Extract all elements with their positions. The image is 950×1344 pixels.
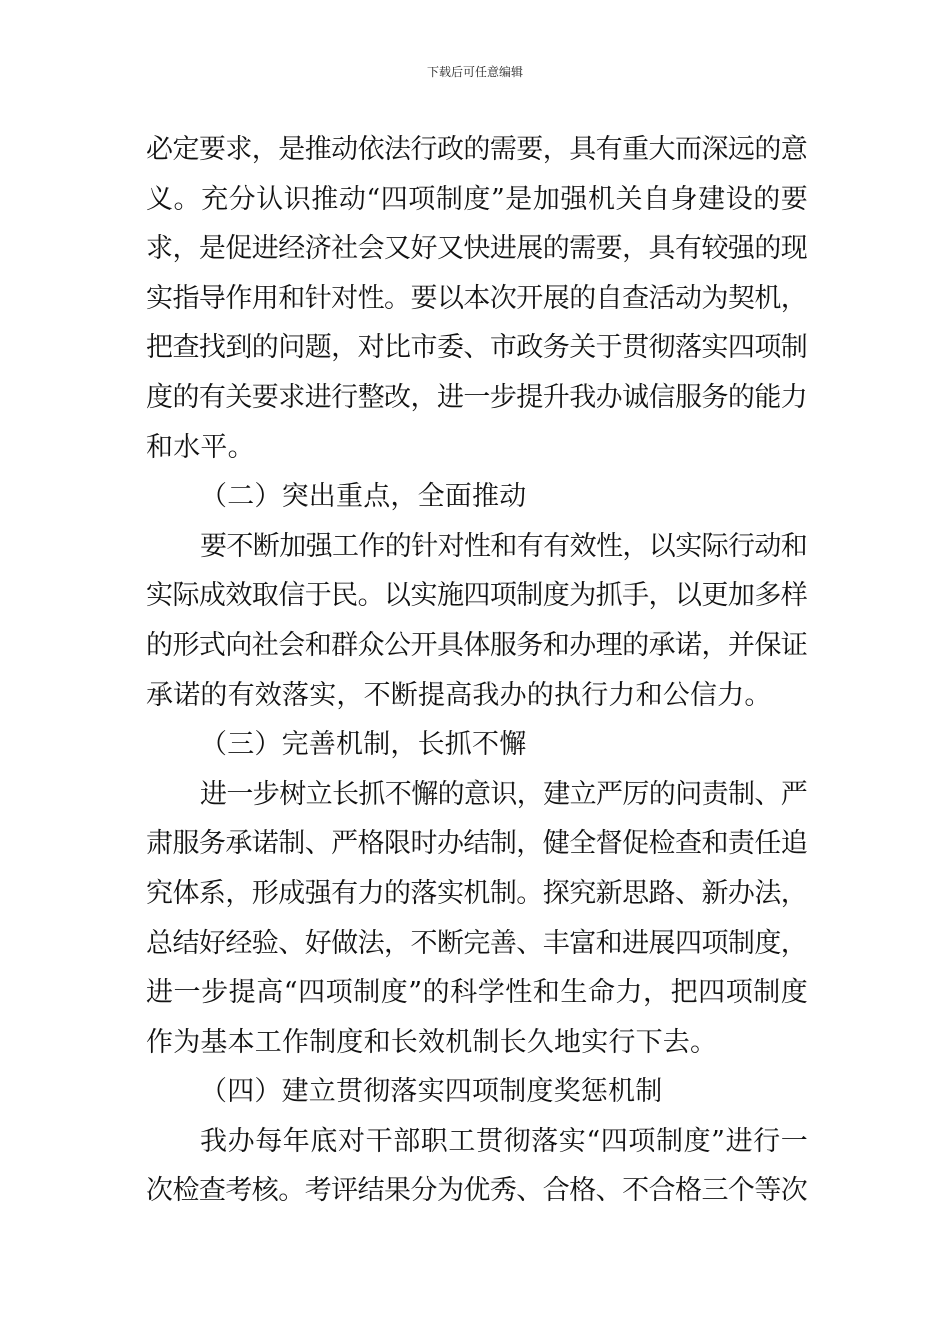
body-line: 进一步树立长抓不懈的意识，建立严厉的问责制、严 [200,778,808,810]
body-line: 和水平。 [146,431,255,463]
body-line: 我办每年底对干部职工贯彻落实“四项制度”进行一 [200,1125,809,1157]
body-line: 次检查考核。考评结果分为优秀、合格、不合格三个等次 [146,1175,808,1207]
body-line: 必定要求，是推动依法行政的需要，具有重大而深远的意 [146,134,808,165]
body-line: 要不断加强工作的针对性和有有效性，以实际行动和 [200,530,808,562]
body-line: 把查找到的问题，对比市委、市政务关于贯彻落实四项制 [146,332,808,364]
section-heading: （三）完善机制，长抓不懈 [200,729,527,761]
body-line: 总结好经验、好做法，不断完善、丰富和进展四项制度， [146,927,808,959]
body-line: 进一步提高“四项制度”的科学性和生命力，把四项制度 [146,977,809,1009]
section-heading: （二）突出重点，全面推动 [200,481,527,513]
body-line: 究体系，形成强有力的落实机制。探究新思路、新办法， [146,877,808,909]
body-line: 作为基本工作制度和长效机制长久地实行下去。 [146,1026,718,1058]
body-line: 承诺的有效落实，不断提高我办的执行力和公信力。 [146,679,772,711]
body-line: 实际成效取信于民。以实施四项制度为抓手，以更加多样 [146,580,808,612]
body-line: 义。充分认识推动“四项制度”是加强机关自身建设的要 [146,183,809,215]
body-line: 求，是促进经济社会又好又快进展的需要，具有较强的现 [146,233,808,265]
body-line: 的形式向社会和群众公开具体服务和办理的承诺，并保证 [146,629,808,661]
section-heading: （四）建立贯彻落实四项制度奖惩机制 [200,1076,663,1108]
page-header: 下载后可任意编辑 [426,65,523,79]
body-line: 度的有关要求进行整改，进一步提升我办诚信服务的能力 [146,381,808,413]
body-line: 肃服务承诺制、严格限时办结制，健全督促检查和责任追 [146,828,808,860]
document-body [146,125,808,1216]
body-line: 实指导作用和针对性。要以本次开展的自查活动为契机， [146,282,808,314]
